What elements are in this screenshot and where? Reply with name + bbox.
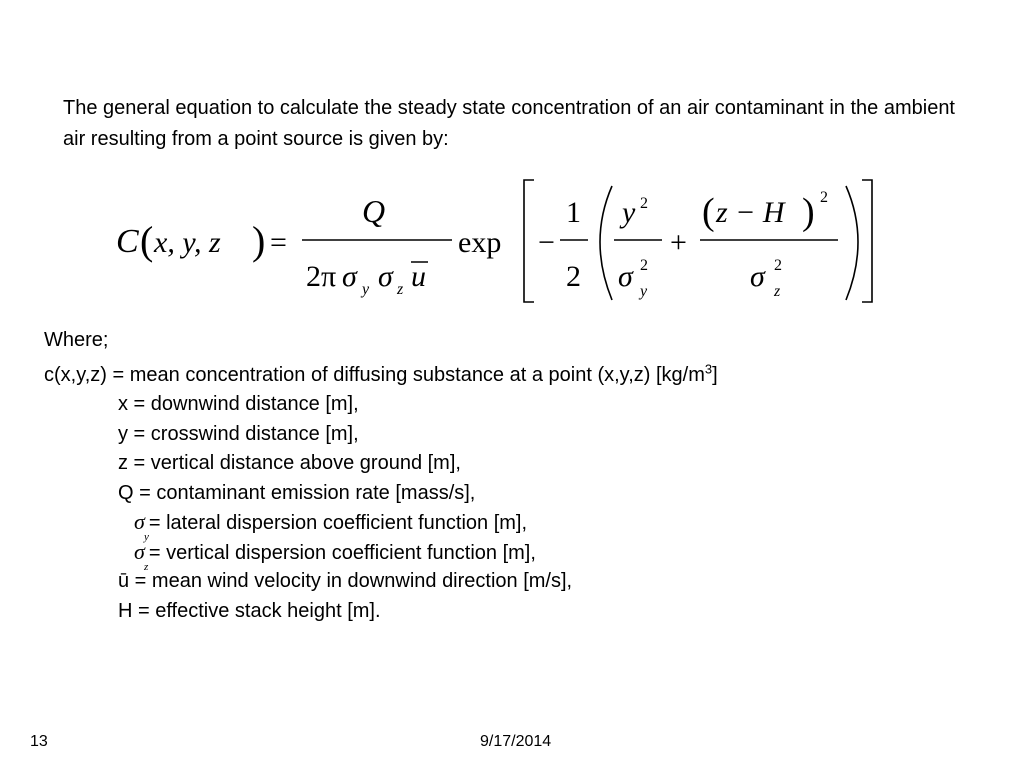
eq-den-sub-z: z <box>397 281 404 298</box>
sigma-y-symbol <box>134 509 149 543</box>
eq-left-bracket <box>524 180 534 302</box>
eq-den-sigma-2: σ <box>378 260 393 293</box>
eq-zh-sup: 2 <box>820 189 828 206</box>
def-h: H = effective stack height [m]. <box>118 599 381 622</box>
def-sigma-y-text: = lateral dispersion coefficient function [m], <box>148 512 528 534</box>
page-number: 13 <box>30 733 48 750</box>
sigma-z-symbol <box>134 538 149 573</box>
eq-right-bracket <box>862 180 872 302</box>
eq-y: y <box>622 196 636 229</box>
eq-minus: − <box>538 226 555 259</box>
def-z: z = vertical distance above ground [m], <box>118 452 461 474</box>
eq-sigma-z-sup: 2 <box>774 257 782 274</box>
def-x: x = downwind distance [m], <box>118 393 359 415</box>
eq-sigma-z-sub: z <box>774 283 781 300</box>
eq-C: C <box>116 223 139 260</box>
definitions-list <box>118 392 572 628</box>
sigma-y-glyph: σ <box>134 509 145 534</box>
c-definition-text: c(x,y,z) = mean concentration of diffusing substance at a point (x,y,z) [kg/m <box>44 364 705 386</box>
eq-numerator: Q <box>362 193 386 229</box>
eq-left-paren <box>600 186 612 300</box>
sigma-y-subscript: y <box>144 531 149 543</box>
def-u: ū = mean wind velocity in downwind direction [m/s], <box>118 570 573 592</box>
eq-equals: = <box>270 226 287 259</box>
c-definition-sup: 3 <box>704 361 713 377</box>
eq-sigma-y-sup: 2 <box>640 257 648 274</box>
eq-rparen: ) <box>252 218 266 263</box>
eq-z-minus-h: z − H <box>716 196 785 229</box>
where-label: Where; <box>44 329 109 351</box>
footer-date: 9/17/2014 <box>480 733 552 750</box>
def-sigma-z-text: = vertical dispersion coefficient function [m], <box>148 541 536 564</box>
eq-lhs-args: x, y, z <box>154 226 221 259</box>
sigma-z-subscript: z <box>144 560 149 573</box>
eq-den-sub-y: y <box>362 281 370 298</box>
eq-plus: + <box>670 226 687 259</box>
eq-sigma-y-sub: y <box>640 283 648 300</box>
eq-exp: exp <box>458 226 502 259</box>
eq-right-paren <box>846 186 858 300</box>
eq-small-lparen: ( <box>702 191 715 233</box>
sigma-z-glyph: σ <box>134 538 145 564</box>
def-q: Q = contaminant emission rate [mass/s], <box>118 481 476 504</box>
eq-den-sigma-1: σ <box>342 260 357 293</box>
eq-one: 1 <box>566 196 581 229</box>
eq-sigma-y: σ <box>618 260 633 293</box>
eq-y-sup: 2 <box>640 195 648 212</box>
eq-two: 2 <box>566 260 581 293</box>
eq-lparen: ( <box>140 218 154 263</box>
eq-sigma-z: σ <box>750 260 765 293</box>
def-y: y = crosswind distance [m], <box>118 422 359 445</box>
c-definition-end: ] <box>712 364 718 386</box>
def-sigma-y <box>118 509 572 543</box>
eq-den-u: u <box>411 260 426 293</box>
dispersion-equation <box>110 172 890 308</box>
eq-small-rparen: ) <box>802 191 815 233</box>
def-sigma-z <box>118 538 572 573</box>
c-definition <box>44 363 718 387</box>
intro-paragraph: The general equation to calculate the steady state concentration of an air contaminant in the ambient air resulting from a point source is given by: <box>63 97 955 150</box>
eq-den-2pi: 2π <box>306 260 337 293</box>
